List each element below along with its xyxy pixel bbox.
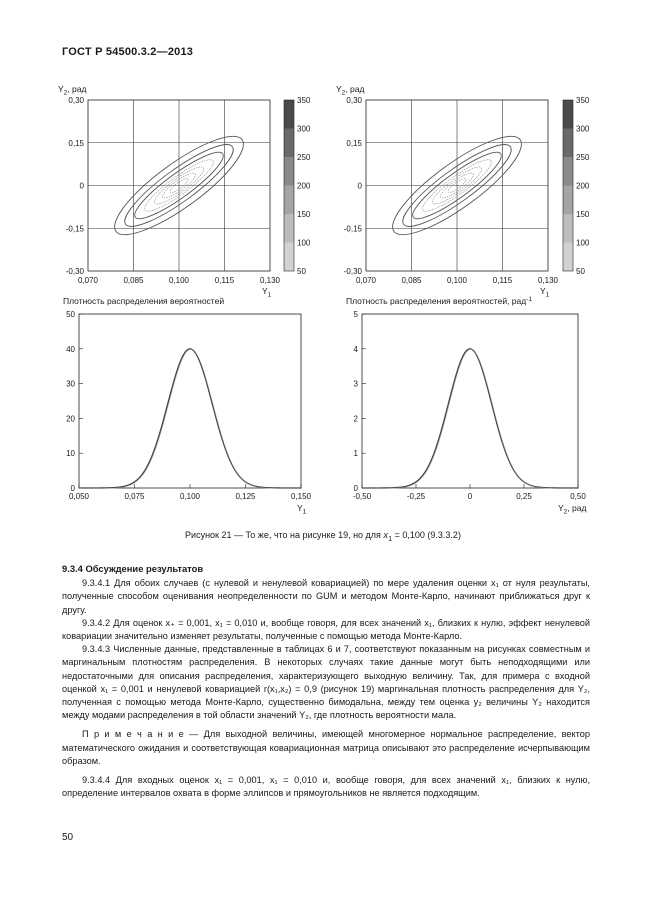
colorbar-tick-label: 150 [576,210,590,219]
y-tick-label: 20 [66,414,75,424]
x-tick-label: 0,130 [259,276,281,285]
x-tick-label: -0,25 [406,492,426,501]
colorbar-tick-label: 200 [297,181,311,191]
y-axis-label: $Y_2$, рад [58,84,87,97]
x-tick-label: 0,050 [68,492,90,501]
colorbar-segment [563,186,573,215]
x-tick-label: 0,115 [492,276,513,285]
x-axis-label: $Y_1$ [540,286,550,299]
y-tick-label: 0 [70,484,75,493]
colorbar-tick-label: 350 [297,96,311,105]
colorbar-segment [284,243,294,272]
y-tick-label: 2 [353,414,358,424]
caption-tail: = 0,100 (9.3.3.2) [394,530,461,540]
x-tick-label: 0,085 [123,276,144,285]
y-tick-label: 10 [66,449,75,459]
plot-frame [362,314,578,488]
y-tick-label: 0,15 [68,138,84,148]
y-tick-label: -0,15 [343,224,362,234]
x-tick-label: 0,070 [77,276,99,285]
y-tick-label: 1 [353,449,358,459]
x-tick-label: 0,50 [570,492,586,501]
paragraph-9-3-4-4: 9.3.4.4 Для входных оценок x₁ = 0,001, x₁ = 0,010 и, вообще говоря, для всех значений x₁, близких к нулю, определение интервалов охвата в форме эллипсов и прямоугольников не является подходящим. [62,775,590,799]
x-tick-label: 0,25 [516,492,532,501]
document-header: ГОСТ Р 54500.3.2—2013 [62,46,194,58]
y-tick-label: 0 [357,181,362,191]
note-paragraph: П р и м е ч а н и е — Для выходной величины, имеющей многомерное нормальное распределение, вектор математического ожидания и соответствующая ковариационная матрица описывают это распределение исчерпывающим образом. [62,729,590,766]
y-tick-label: -0,30 [65,267,84,276]
colorbar-segment [563,157,573,186]
colorbar-tick-label: 300 [297,124,311,134]
density-chart-left [63,296,312,516]
paragraph-9-3-4-1: 9.3.4.1 Для обоих случаев (с нулевой и ненулевой ковариацией) по мере удаления оценки x₁ от нуля результаты, полученные способом оценивания неопределенности по GUM и методом Монте-Карло, начинают приближаться друг к другу. [62,578,590,615]
colorbar-tick-label: 50 [297,267,306,276]
chart-title: Плотность распределения вероятностей, рад$^{-1}$ [346,296,532,306]
chart-title: Плотность распределения вероятностей [63,296,225,306]
y-tick-label: 0 [79,181,84,191]
colorbar-tick-label: 200 [576,181,590,191]
density-chart-right [346,296,586,516]
density-curve [79,349,301,488]
x-tick-label: 0,115 [214,276,235,285]
y-tick-label: 0,15 [346,138,362,148]
y-tick-label: -0,15 [65,224,84,234]
y-tick-label: 3 [353,379,358,389]
colorbar-segment [284,214,294,243]
colorbar-tick-label: 50 [576,267,585,276]
x-tick-label: 0,130 [537,276,559,285]
y-tick-label: 0 [353,484,358,493]
x-tick-label: 0 [467,492,473,501]
y-tick-label: 5 [353,310,358,319]
contour-chart-right [336,84,590,299]
caption-sub: 1 [387,533,393,543]
caption-text: Рисунок 21 — То же, что на рисунке 19, но для [185,530,381,540]
colorbar-tick-label: 150 [297,210,311,219]
paragraph-9-3-4-3: 9.3.4.3 Численные данные, представленные в таблицах 6 и 7, соответствуют показанным на рисунках совместным и маргинальным плотностям распределения. В некоторых случаях такие данные могут быть неподходящими или недостаточными для описания распределения, характеризующего выходную величину. Так, для примера с входной оценкой x₁ = 0,001 и ненулевой ковариацией r(x₁,x₂) = 0,9 (рисунок 19) маргинальная плотность распределения для Y₂, полученная с помощью метода Монте-Карло, существенно бимодальна, между тем оценка y₂ величины Y₂ находится между модами распределения в той области значений Y₂, где плотность вероятности мала. [62,644,590,721]
y-tick-label: 4 [353,344,358,354]
figure-caption [0,530,646,543]
y-axis-label: $Y_2$, рад [336,84,365,97]
y-tick-label: 30 [66,379,75,389]
colorbar-segment [563,129,573,158]
density-curve-mc [80,349,302,488]
x-tick-label: 0,125 [235,492,256,501]
x-tick-label: 0,150 [290,492,312,501]
x-axis-label: $Y_1$ [262,286,272,299]
x-tick-label: 0,075 [124,492,145,501]
x-tick-label: 0,070 [355,276,377,285]
colorbar-segment [284,157,294,186]
colorbar-segment [563,214,573,243]
y-tick-label: 50 [66,310,75,319]
colorbar-segment [563,243,573,272]
section-9-3-4 [62,562,590,800]
x-tick-label: 0,100 [168,276,190,285]
x-axis-label: $Y_1$ [297,503,307,516]
density-curve [362,349,578,488]
colorbar-tick-label: 250 [297,153,311,162]
colorbar-segment [284,129,294,158]
y-tick-label: 0,30 [346,96,362,105]
caption-var: x [383,530,388,540]
paragraph-9-3-4-2: 9.3.4.2 Для оценок x₊ = 0,001, x₁ = 0,010 и, вообще говоря, для всех значений x₁, близких к нулю, эффект ненулевой ковариации значительно изменяет результаты, полученные с помощью метода Монте-Карло. [62,617,590,642]
section-heading: 9.3.4 Обсуждение результатов [62,563,204,574]
colorbar-tick-label: 100 [576,238,590,248]
x-tick-label: 0,100 [446,276,468,285]
colorbar-segment [284,186,294,215]
page-number: 50 [62,832,74,843]
colorbar-tick-label: 350 [576,96,590,105]
x-tick-label: 0,085 [401,276,422,285]
density-curve-mc [363,349,579,488]
x-tick-label: 0,100 [179,492,201,501]
colorbar-tick-label: 300 [576,124,590,134]
colorbar-segment [563,100,573,129]
y-tick-label: 0,30 [68,96,84,105]
colorbar-tick-label: 250 [576,153,590,162]
plot-frame [79,314,301,488]
y-tick-label: -0,30 [343,267,362,276]
y-tick-label: 40 [66,344,75,354]
contour-chart-left [58,84,311,299]
colorbar-tick-label: 100 [297,238,311,248]
x-tick-label: -0,50 [352,492,372,501]
x-axis-label: $Y_2$, рад [558,503,587,516]
colorbar-segment [284,100,294,129]
